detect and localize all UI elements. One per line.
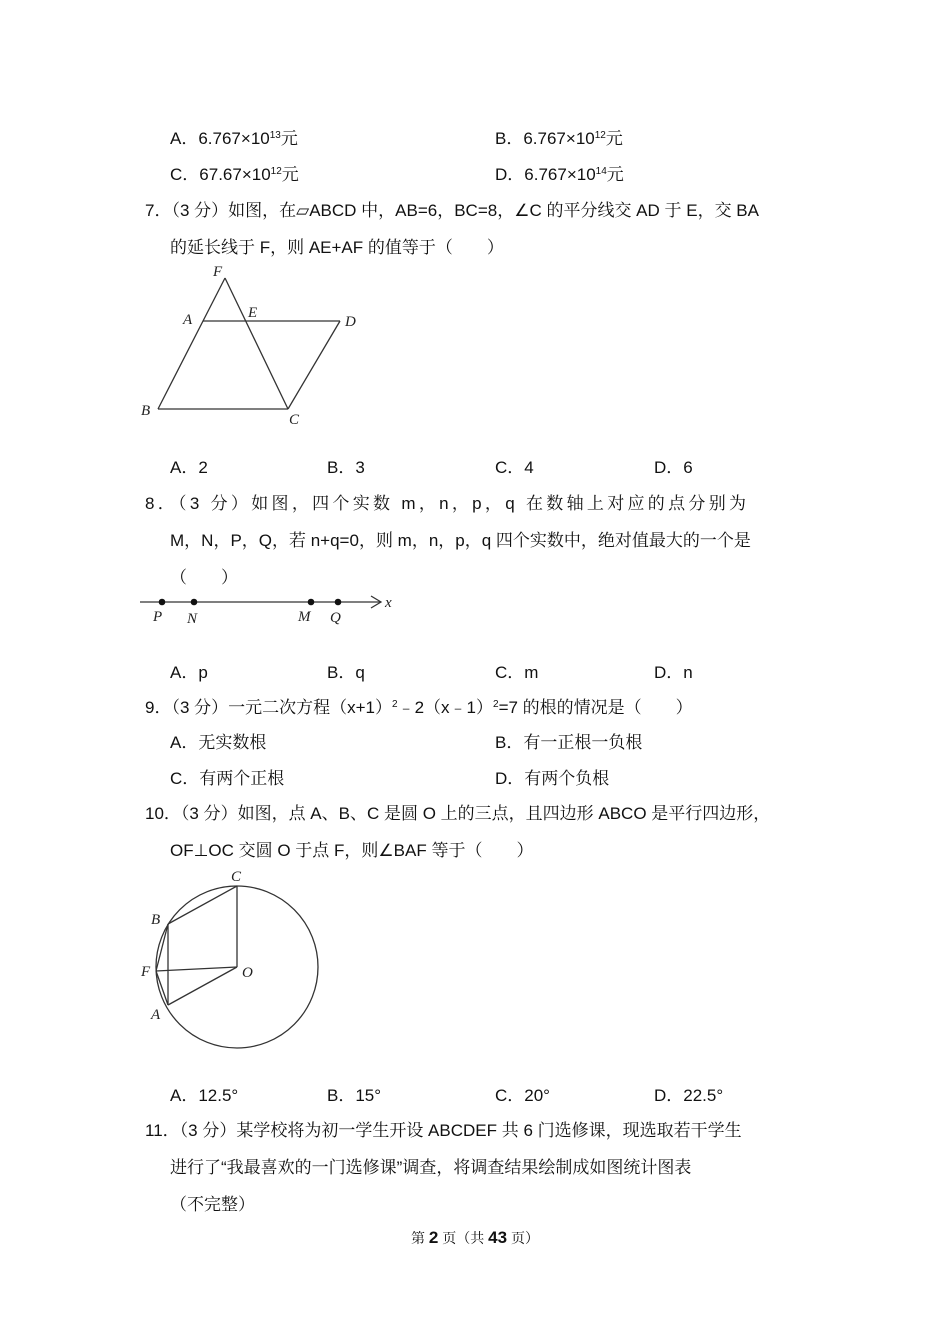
q8-option-a: A．p — [170, 663, 208, 682]
q10-option-a: A．12.5° — [170, 1086, 239, 1105]
q10-circle-figure — [135, 864, 325, 1054]
label-f: F — [141, 964, 151, 980]
q10-stem-line1: 10．（3 分）如图，点 A、B、C 是圆 O 上的三点，且四边形 ABCO 是平行四边形， — [145, 804, 771, 823]
q10-option-d: D．22.5° — [654, 1086, 724, 1105]
label-c: C — [289, 412, 300, 428]
label-m: M — [298, 609, 311, 625]
line-dc — [288, 321, 340, 409]
q7-stem-line2: 的延长线于 F，则 AE+AF 的值等于（ ） — [170, 238, 504, 257]
q7-option-d: D．6 — [654, 458, 693, 477]
label-f: F — [213, 264, 223, 280]
label-a: A — [151, 1007, 161, 1023]
q6-option-d: D．$6.767\times 10^{14}$元 — [495, 165, 624, 184]
label-q: Q — [330, 610, 341, 626]
q6-option-a: A．$6.767\times 10^{13}$元 — [170, 129, 298, 148]
q7-option-c: C．4 — [495, 458, 534, 477]
label-n: N — [187, 611, 198, 627]
q8-stem-line2: M，N，P，Q，若 n+q=0，则 m，n，p，q 四个实数中，绝对值最大的一个是 — [170, 531, 751, 550]
q9-stem: 9．（3 分）一元二次方程$(x+1)^2﹣2(x﹣1)^2=7$ 的根的情况是（ ） — [145, 698, 693, 717]
label-d: D — [345, 314, 356, 330]
q7-option-b: B．3 — [327, 458, 365, 477]
q7-stem-line1: 7．（3 分）如图，在▱ABCD 中，AB=6，BC=8，∠C 的平分线交 AD 于 E，交 BA — [145, 201, 759, 220]
label-a: A — [183, 312, 193, 328]
q8-stem-line3: （ ） — [170, 568, 238, 587]
q11-stem-line2: 进行了“我最喜欢的一门选修课”调查，将调查结果绘制成如图统计图表 — [170, 1158, 692, 1177]
q9-option-b: B．有一正根一负根 — [495, 733, 643, 752]
point-p — [159, 599, 166, 606]
label-o: O — [242, 965, 253, 981]
q9-option-a: A．无实数根 — [170, 733, 267, 752]
q9-option-d: D．有两个负根 — [495, 769, 610, 788]
point-m — [308, 599, 315, 606]
label-p: P — [153, 609, 163, 625]
q8-option-d: D．n — [654, 663, 693, 682]
line-fc — [225, 278, 288, 409]
line-ao — [168, 967, 237, 1005]
q10-stem-line2: OF⊥OC 交圆 O 于点 F，则∠BAF 等于（ ） — [170, 841, 534, 860]
q8-number-line-figure — [135, 590, 405, 632]
q6-option-c: C．$67.67\times 10^{12}$元 — [170, 165, 299, 184]
line-bf — [158, 278, 225, 409]
point-n — [191, 599, 198, 606]
q8-stem-line1: 8．（3 分）如图，四个实数 m，n，p，q 在数轴上对应的点分别为 — [145, 494, 750, 513]
point-q — [335, 599, 342, 606]
total-page-count: 43 — [488, 1228, 508, 1247]
page-footer: 第 2 页（共 43 页） — [411, 1228, 539, 1247]
q7-option-a: A．2 — [170, 458, 208, 477]
label-x: x — [385, 595, 392, 611]
q8-option-b: B．q — [327, 663, 365, 682]
label-c: C — [231, 869, 242, 885]
q9-option-c: C．有两个正根 — [170, 769, 285, 788]
q7-parallelogram-figure — [135, 262, 375, 432]
line-bc — [168, 886, 237, 924]
q6-option-b: B．$6.767\times 10^{12}$元 — [495, 129, 623, 148]
q11-stem-line3: （不完整） — [170, 1195, 255, 1214]
label-b: B — [151, 912, 161, 928]
q8-option-c: C．m — [495, 663, 539, 682]
label-b: B — [141, 403, 151, 419]
q10-option-c: C．20° — [495, 1086, 550, 1105]
q10-option-b: B．15° — [327, 1086, 382, 1105]
current-page-number: 2 — [428, 1228, 439, 1247]
q11-stem-line1: 11．（3 分）某学校将为初一学生开设 ABCDEF 共 6 门选修课，现选取若干学生 — [145, 1121, 742, 1140]
line-fa — [156, 971, 168, 1005]
label-e: E — [248, 305, 258, 321]
